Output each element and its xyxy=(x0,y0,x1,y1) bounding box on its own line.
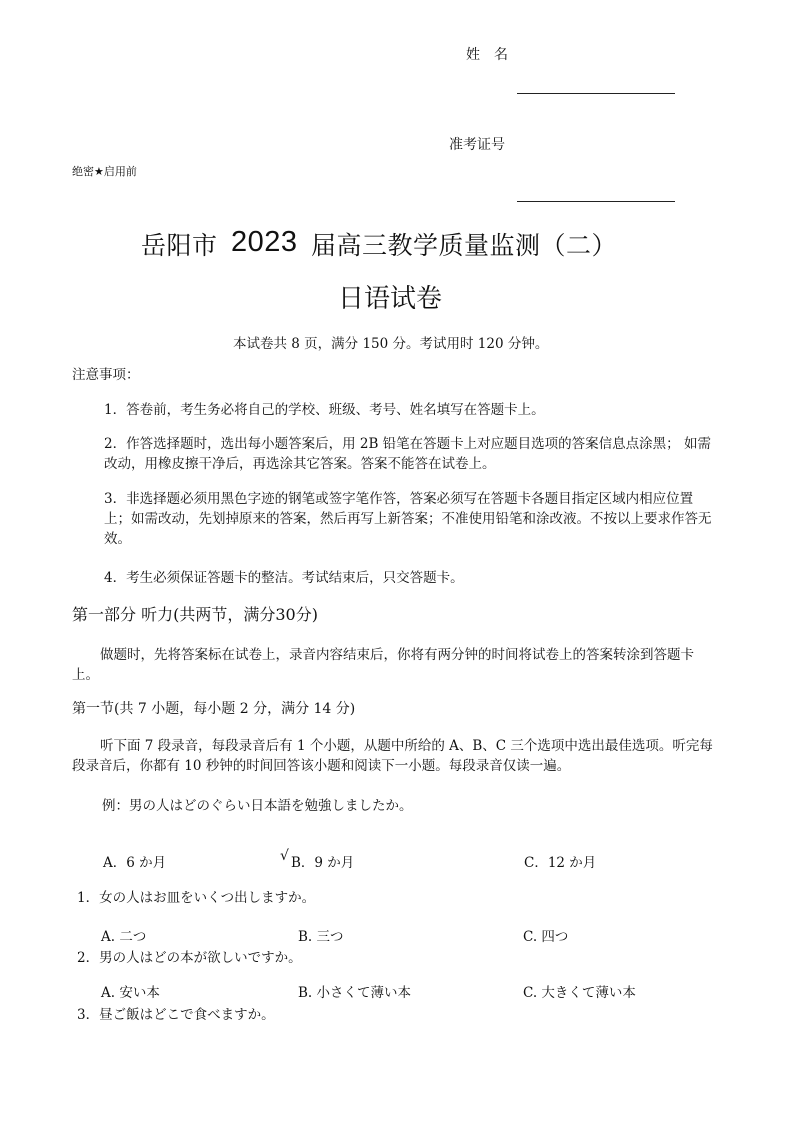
example-question: 例：男の人はどのぐらい日本語を勉強しましたか。 xyxy=(102,798,413,814)
notice-item-text: 3．非选择题必须用黑色字迹的钢笔或签字笔作答，答案必须写在答题卡各题目指定区域内相应位置上；如需改动，先划掉原来的答案，然后再写上新答案；不准使用铅笔和涂改液。不按以上要求作答无效。 xyxy=(104,491,712,547)
page-subtitle: 日语试卷 xyxy=(338,284,443,314)
page-title xyxy=(141,226,617,262)
section1-heading: 第一节(共 7 小题，每小题 2 分，满分 14 分) xyxy=(72,701,356,717)
question-2-option-c: C. 大きくて薄い本 xyxy=(523,985,636,1001)
name-underline[interactable] xyxy=(517,93,675,94)
question-2-option-b: B. 小さくて薄い本 xyxy=(298,985,412,1001)
exam-number-label: 准考证号 xyxy=(449,137,505,153)
secret-label: 绝密★启用前 xyxy=(72,165,137,178)
section1-intro: 听下面 7 段录音，每段录音后有 1 个小题，从题中所给的 A、B、C 三个选项中选出最佳选项。听完每段录音后，你都有 10 秒钟的时间回答该小题和阅读下一小题。每段录音仅读一遍。 xyxy=(72,738,713,774)
exam-summary: 本试卷共 8 页，满分 150 分。考试用时 120 分钟。 xyxy=(233,336,549,352)
title-prefix: 岳阳市 xyxy=(141,231,218,260)
name-label: 姓 名 xyxy=(466,47,508,63)
example-option-c: C．12 か月 xyxy=(524,855,597,871)
notice-item xyxy=(104,434,718,474)
question-1: 1．女の人はお皿をいくつ出しますか。 xyxy=(77,890,316,906)
title-suffix: 届高三教学质量监测（二） xyxy=(310,231,617,260)
question-1-option-b: B. 三つ xyxy=(298,929,344,945)
example-option-a: A．6 か月 xyxy=(103,855,167,871)
question-2: 2．男の人はどの本が欲しいですか。 xyxy=(77,950,302,966)
notice-item: 4．考生必须保证答题卡的整洁。考试结束后，只交答题卡。 xyxy=(104,570,464,586)
title-year: 2023 xyxy=(230,226,298,258)
part1-intro: 做题时，先将答案标在试卷上，录音内容结束后，你将有两分钟的时间将试卷上的答案转涂到答题卡上。 xyxy=(72,647,694,683)
example-option-b: B．9 か月 xyxy=(291,855,355,871)
notice-item xyxy=(104,489,718,549)
part1-heading: 第一部分 听力(共两节，满分30分) xyxy=(72,605,318,624)
notice-item-text: 2．作答选择题时，选出每小题答案后，用 2B 铅笔在答题卡上对应题目选项的答案信息点涂黑； 如需改动，用橡皮擦干净后，再选涂其它答案。答案不能答在试卷上。 xyxy=(104,436,711,472)
checkmark-icon: √ xyxy=(280,848,289,864)
notice-heading: 注意事项： xyxy=(72,367,140,383)
question-3: 3．昼ご飯はどこで食べますか。 xyxy=(77,1007,275,1023)
notice-item: 1．答卷前，考生务必将自己的学校、班级、考号、姓名填写在答题卡上。 xyxy=(104,402,545,418)
question-2-option-a: A. 安い本 xyxy=(101,985,160,1001)
question-1-option-c: C. 四つ xyxy=(523,929,569,945)
exam-number-underline[interactable] xyxy=(517,201,675,202)
question-1-option-a: A. 二つ xyxy=(101,929,147,945)
